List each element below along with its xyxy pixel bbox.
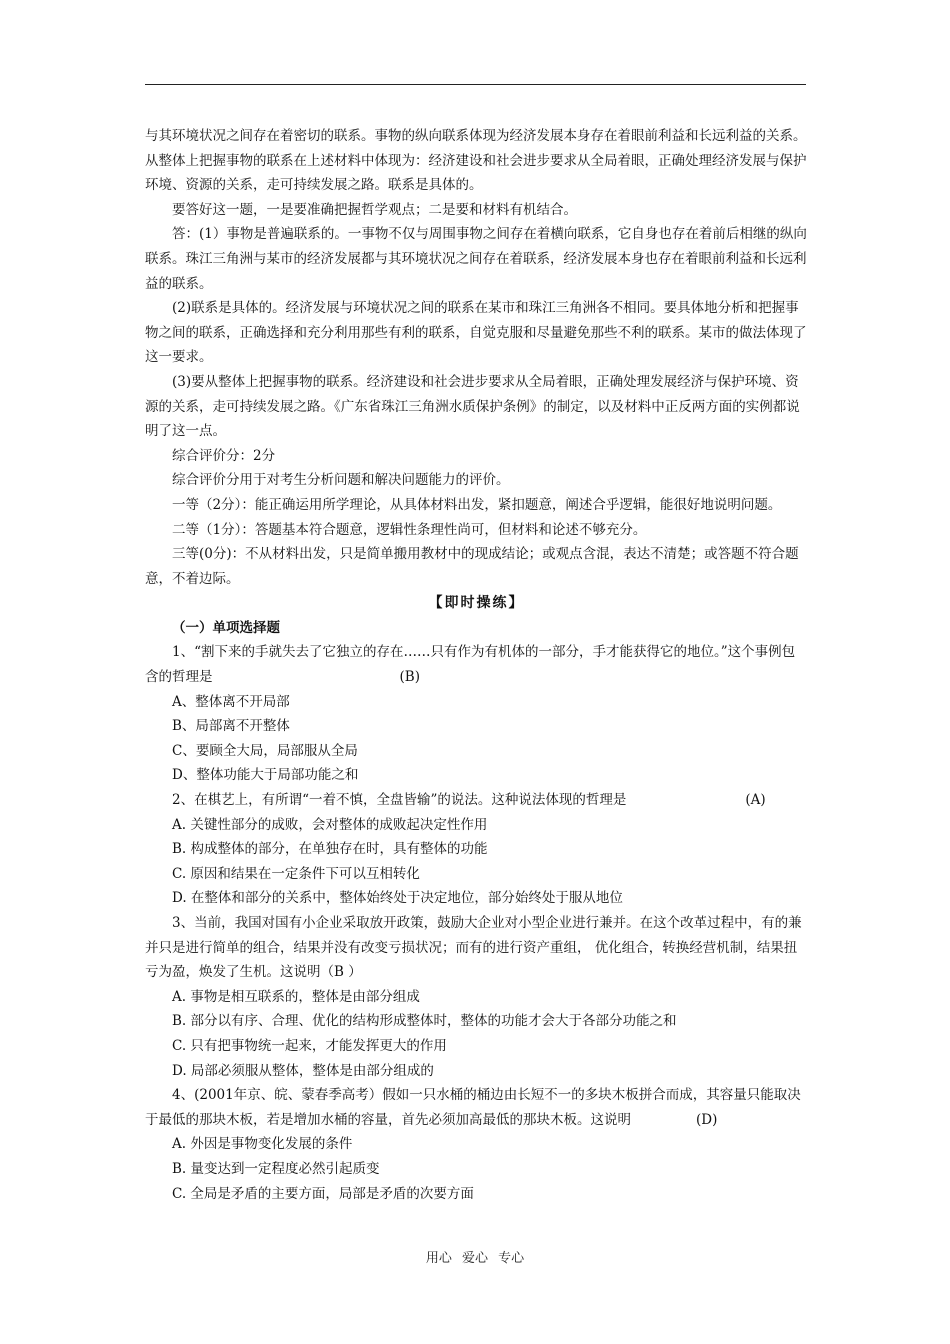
option: B. 部分以有序、合理、优化的结构形成整体时，整体的功能才会大于各部分功能之和 xyxy=(172,1013,677,1030)
question-text: 2、在棋艺上，有所谓“一着不慎，全盘皆输”的说法。这种说法体现的哲理是 xyxy=(172,792,627,809)
option: A. 事物是相互联系的，整体是由部分组成 xyxy=(172,988,420,1005)
option: D. 在整体和部分的关系中，整体始终处于决定地位，部分始终处于服从地位 xyxy=(172,890,623,907)
option: C. 只有把事物统一起来，才能发挥更大的作用 xyxy=(172,1037,447,1054)
question-answer: (A) xyxy=(745,792,766,809)
paragraph: 二等（1分）：答题基本符合题意，逻辑性条理性尚可，但材料和论述不够充分。 xyxy=(172,521,647,538)
document-body xyxy=(145,124,808,1206)
option: C. 全局是矛盾的主要方面，局部是矛盾的次要方面 xyxy=(172,1185,474,1202)
option: B. 量变达到一定程度必然引起质变 xyxy=(172,1160,380,1177)
question-stem xyxy=(145,1083,808,1132)
question-stem xyxy=(145,911,808,985)
option: D. 局部必须服从整体，整体是由部分组成的 xyxy=(172,1062,434,1079)
option: B、局部离不开整体 xyxy=(172,718,290,735)
paragraph: (3)要从整体上把握事物的联系。经济建设和社会进步要求从全局着眼，正确处理发展经济与保护环境、资源的关系，走可持续发展之路。《广东省珠江三角洲水质保护条例》的制定，以及材料中正反两方面的实例都说明了这一点。 xyxy=(145,373,800,440)
question-text: 3、当前，我国对国有小企业采取放开政策，鼓励大企业对小型企业进行兼并。在这个改革过程中，有的兼并只是进行简单的组合，结果并没有改变亏损状况；而有的进行资产重组， 优化组合，转换经营机制，结果扭亏为盈，焕发了生机。这说明（B ） xyxy=(145,915,802,981)
page-footer: 用心 爱心 专心 xyxy=(425,1251,525,1266)
question-text: 1、“割下来的手就失去了它独立的存在……只有作为有机体的一部分，手才能获得它的地位。”这个事例包含的哲理是 xyxy=(145,644,796,686)
question-text: 4、(2001年京、皖、蒙春季高考）假如一只水桶的桶边由长短不一的多块木板拼合而成，其容量只能取决于最低的那块木板，若是增加水桶的容量，首先必须加高最低的那块木板。这说明 xyxy=(145,1087,801,1128)
option: A. 外因是事物变化发展的条件 xyxy=(172,1136,353,1153)
paragraph: 三等(0分)：不从材料出发，只是简单搬用教材中的现成结论；或观点含混，表达不清楚；或答题不符合题意，不着边际。 xyxy=(145,546,799,587)
question-answer: (B) xyxy=(399,669,420,686)
paragraph: (2)联系是具体的。经济发展与环境状况之间的联系在某市和珠江三角洲各不相同。要具体地分析和把握事物之间的联系，正确选择和充分利用那些有利的联系，自觉克服和尽量避免那些不利的联系。某市的做法体现了这一要求。 xyxy=(145,300,807,366)
option: B. 构成整体的部分，在单独存在时，具有整体的功能 xyxy=(172,841,488,858)
paragraph: 与其环境状况之间存在着密切的联系。事物的纵向联系体现为经济发展本身存在着眼前利益和长远利益的关系。从整体上把握事物的联系在上述材料中体现为：经济建设和社会进步要求从全局着眼，正确处理经济发展与保护环境、资源的关系，走可持续发展之路。联系是具体的。 xyxy=(145,128,807,194)
option: D、整体功能大于局部功能之和 xyxy=(172,767,359,784)
paragraph: 要答好这一题，一是要准确把握哲学观点；二是要和材料有机结合。 xyxy=(172,201,577,218)
question-stem xyxy=(145,640,808,689)
question-stem xyxy=(145,788,808,813)
option: C、要顾全大局，局部服从全局 xyxy=(172,742,358,759)
section-title: 【即时操练】 xyxy=(428,595,525,612)
paragraph: 综合评价分用于对考生分析问题和解决问题能力的评价。 xyxy=(172,472,510,489)
question-answer: (D) xyxy=(696,1111,718,1128)
paragraph: 答：(1）事物是普遍联系的。一事物不仅与周围事物之间存在着横向联系，它自身也存在着前后相继的纵向联系。珠江三角洲与某市的经济发展都与其环境状况之间存在着联系，经济发展本身也存在着眼前利益和长远利益的联系。 xyxy=(145,226,807,292)
option: C. 原因和结果在一定条件下可以互相转化 xyxy=(172,865,420,882)
header-rule xyxy=(145,84,806,85)
option: A、整体离不开局部 xyxy=(172,693,290,710)
paragraph: 综合评价分：2分 xyxy=(172,447,276,464)
sub-title: （一）单项选择题 xyxy=(172,619,280,636)
paragraph: 一等（2分）：能正确运用所学理论，从具体材料出发，紧扣题意，阐述合乎逻辑，能很好地说明问题。 xyxy=(172,496,782,513)
option: A. 关键性部分的成败，会对整体的成败起决定性作用 xyxy=(172,816,488,833)
